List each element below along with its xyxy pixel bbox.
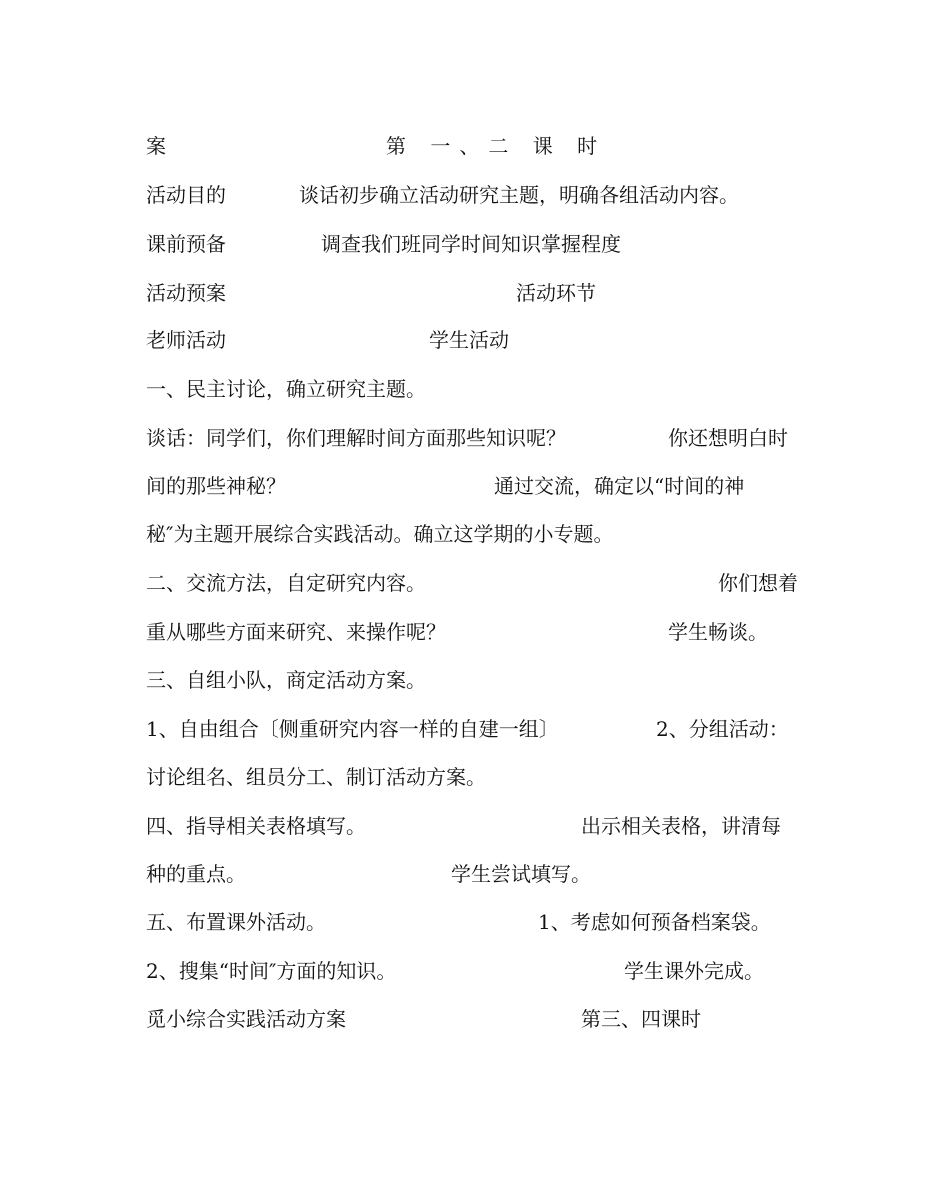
text-segment: 2、分组活动：	[656, 717, 789, 741]
section-heading: 三、自组小队，商定活动方案。	[146, 668, 426, 692]
text-segment: 学生课外完成。	[624, 959, 764, 983]
text-segment: 学生尝试填写。	[451, 862, 591, 886]
text-segment: 间的那些神秘？	[146, 474, 286, 498]
text-line	[0, 134, 950, 174]
lesson-heading: 第三、四课时	[581, 1007, 701, 1031]
text-segment: 出示相关表格，讲清每	[581, 814, 781, 838]
section-heading: 二、交流方法，自定研究内容。	[146, 571, 426, 595]
column-heading: 活动环节	[516, 281, 596, 305]
text-segment: 重从哪些方面来研究、来操作呢？	[146, 620, 446, 644]
text-line	[0, 377, 950, 417]
section-heading: 五、布置课外活动。	[146, 910, 326, 934]
text-line	[0, 474, 950, 514]
text-line	[0, 1007, 950, 1047]
text-segment: 1、考虑如何预备档案袋。	[538, 910, 771, 934]
field-value: 调查我们班同学时间知识掌握程度	[321, 232, 621, 256]
lesson-heading: 第 一、二 课 时	[386, 134, 607, 158]
field-value: 谈话初步确立活动研究主题，明确各组活动内容。	[299, 183, 739, 207]
text-line	[0, 232, 950, 272]
text-segment: 种的重点。	[146, 862, 246, 886]
text-line	[0, 814, 950, 854]
text-segment: 你还想明白时	[668, 426, 788, 450]
text-line	[0, 765, 950, 805]
text-segment: 你们想着	[718, 571, 798, 595]
section-heading: 四、指导相关表格填写。	[146, 814, 366, 838]
text-segment: 讨论组名、组员分工、制订活动方案。	[146, 765, 486, 789]
text-line	[0, 183, 950, 223]
text-line	[0, 668, 950, 708]
text-segment: 秘″为主题开展综合实践活动。确立这学期的小专题。	[146, 522, 614, 546]
text-line	[0, 571, 950, 611]
text-line	[0, 959, 950, 999]
text-line	[0, 522, 950, 562]
text-line	[0, 426, 950, 466]
text-segment: 2、搜集“时间″方面的知识。	[146, 959, 397, 983]
text-line	[0, 910, 950, 950]
text-line	[0, 620, 950, 660]
text-segment: 通过交流，确定以“时间的神	[494, 474, 745, 498]
text-line	[0, 862, 950, 902]
column-heading: 老师活动	[146, 328, 226, 352]
text-line	[0, 281, 950, 321]
field-label: 活动目的	[146, 183, 226, 207]
text-segment: 1、自由组合〔侧重研究内容一样的自建一组〕	[146, 717, 559, 741]
section-heading: 一、民主讨论，确立研究主题。	[146, 377, 426, 401]
text-line	[0, 717, 950, 757]
text-segment: 谈话：同学们，你们理解时间方面那些知识呢？	[146, 426, 566, 450]
text-segment: 案	[146, 134, 166, 158]
field-label: 课前预备	[146, 232, 226, 256]
column-heading: 学生活动	[429, 328, 509, 352]
text-segment: 觅小综合实践活动方案	[146, 1007, 346, 1031]
text-segment: 学生畅谈。	[668, 620, 768, 644]
text-line	[0, 328, 950, 368]
field-label: 活动预案	[146, 281, 226, 305]
